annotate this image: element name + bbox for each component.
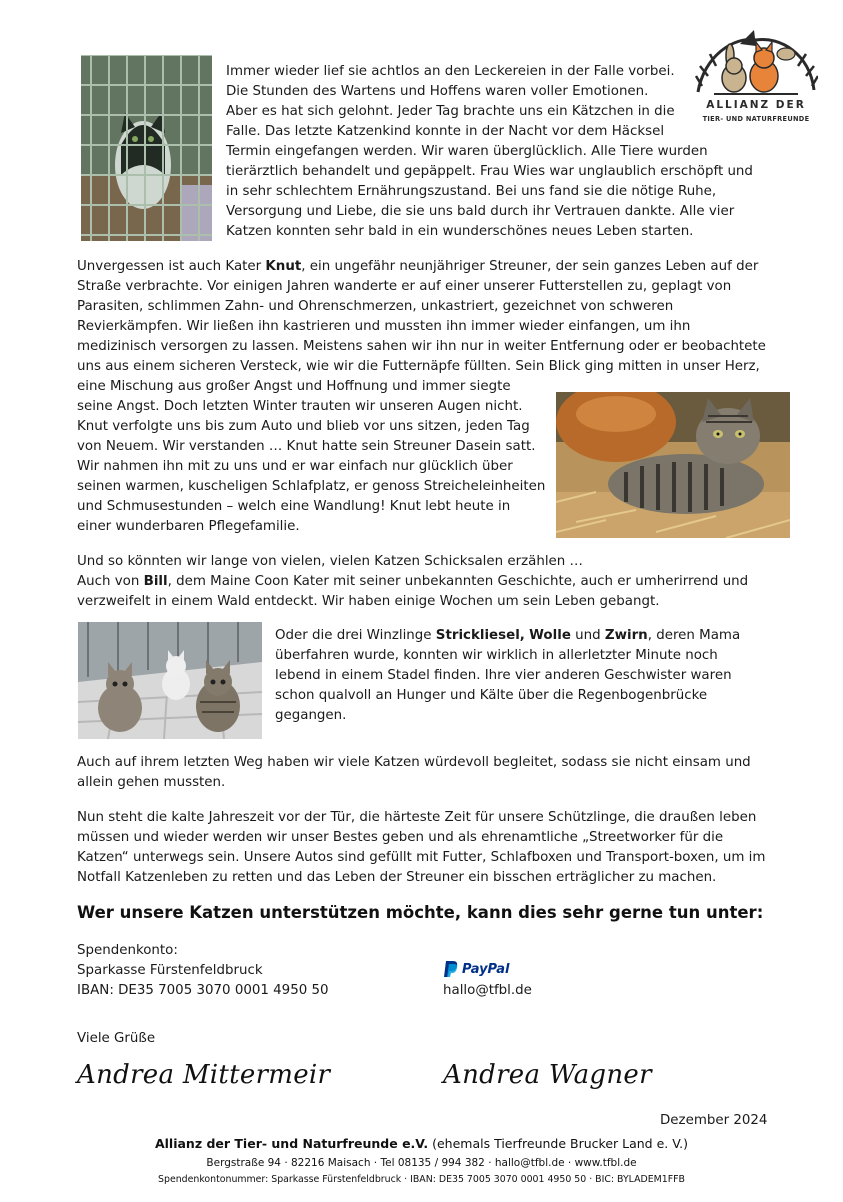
bank-label: Spendenkonto:	[77, 943, 178, 958]
kitten-name-wolle: Wolle	[529, 628, 571, 643]
paypal-icon	[443, 960, 459, 978]
intro-line: Versorgung und Liebe, die sie uns bald durch ihr Vertrauen dankte. Alle vier	[226, 204, 735, 219]
letter-date: Dezember 2024	[660, 1113, 768, 1128]
kittens-line: Oder die drei Winzlinge Strickliesel, Wolle und Zwirn, deren Mama	[275, 628, 741, 643]
winter-line: müssen und wieder werden wir unser Bestes geben und als ehrenamtliche „Streetworker für die	[77, 830, 724, 845]
kittens-line: schon qualvoll an Hunger und Kälte über die Regenbogenbrücke	[275, 688, 708, 703]
intro-line: Katzen konnten sehr bald in ein wunderschönes neues Leben starten.	[226, 224, 694, 239]
knut-line: Straße verbrachte. Vor einigen Jahren wanderte er auf einer unserer Futterstellen zu, geplagt von	[77, 279, 732, 294]
bill-line: Und so könnten wir lange von vielen, vielen Katzen Schicksalen erzählen …	[77, 554, 583, 569]
footer-org-line	[0, 1136, 843, 1151]
kittens-line: überfahren wurde, konnten wir wirklich in allerletzter Minute noch	[275, 648, 718, 663]
last-way-line: Auch auf ihrem letzten Weg haben wir viele Katzen würdevoll begleitet, sodass sie nicht einsam und	[77, 755, 751, 770]
animals-logo-icon	[694, 26, 818, 100]
logo-subtitle: TIER- UND NATURFREUNDE	[702, 115, 810, 123]
winter-line: Nun steht die kalte Jahreszeit vor der Tür, die härteste Zeit für unsere Schützlinge, die draußen leben	[77, 810, 757, 825]
greeting: Viele Grüße	[77, 1031, 156, 1046]
kitten-in-trap-photo	[81, 55, 212, 241]
knut-line: Unvergessen ist auch Kater Knut, ein ungefähr neunjähriger Streuner, der sein ganzes Leben auf der	[77, 259, 759, 274]
intro-line: Die Stunden des Wartens und Hoffens waren voller Emotionen.	[226, 84, 649, 99]
knut-line: Knut verfolgte uns bis zum Auto und blieb vor uns sitzen, jeden Tag	[77, 419, 530, 434]
signature-wagner: Andrea Wagner	[443, 1060, 652, 1090]
kittens-line: lebend in einem Stadel finden. Ihre vier anderen Geschwister waren	[275, 668, 732, 683]
org-logo	[694, 26, 818, 132]
knut-line: Revierkämpfen. Wir ließen ihn kastrieren und mussten ihn immer wieder einfangen, um ihn	[77, 319, 691, 334]
bill-line: Auch von Bill, dem Maine Coon Kater mit seiner unbekannten Geschichte, auch er umherirrend und	[77, 574, 749, 589]
bank-iban: IBAN: DE35 7005 3070 0001 4950 50	[77, 983, 329, 998]
footer-org-former: (ehemals Tierfreunde Brucker Land e. V.)	[428, 1136, 689, 1151]
footer-org-name: Allianz der Tier- und Naturfreunde e.V.	[154, 1136, 429, 1151]
paypal-brand: PayPal	[462, 961, 510, 977]
kitten-name-strickliesel: Strickliesel,	[435, 628, 525, 643]
bill-name: Bill	[143, 574, 168, 589]
kitten-name-zwirn: Zwirn	[604, 628, 648, 643]
knut-line: eine Mischung aus großer Angst und Hoffnung und immer siegte	[77, 379, 511, 394]
intro-line: Immer wieder lief sie achtlos an den Leckereien in der Falle vorbei.	[226, 64, 675, 79]
knut-line: Wir nahmen ihn mit zu uns und er war einfach nur glücklich über	[77, 459, 513, 474]
knut-line: von Neuem. Wir verstanden … Knut hatte sein Streuner Dasein satt.	[77, 439, 536, 454]
knut-line: einer wunderbaren Pflegefamilie.	[77, 519, 300, 534]
knut-line: medizinisch versorgen zu lassen. Meistens sahen wir ihn nur in weiter Entfernung oder er beobachtete	[77, 339, 766, 354]
intro-line: Termin eingefangen werden. Wir waren überglücklich. Alle Tiere wurden	[226, 144, 708, 159]
footer-account: Spendenkontonummer: Sparkasse Fürstenfeldbruck · IBAN: DE35 7005 3070 0001 4950 50 · BIC: BYLADEM1FFB	[158, 1174, 685, 1185]
bill-line: verzweifelt in einem Wald entdeckt. Wir haben einige Wochen um sein Leben gebangt.	[77, 594, 660, 609]
paypal-logo	[443, 959, 509, 979]
knut-line: seine Angst. Doch letzten Winter trauten wir unseren Augen nicht.	[77, 399, 523, 414]
intro-line: in sehr schlechtem Ernährungszustand. Bei uns fand sie die nötige Ruhe,	[226, 184, 717, 199]
kittens-line: gegangen.	[275, 708, 347, 723]
paypal-email[interactable]: hallo@tfbl.de	[443, 983, 532, 998]
winter-line: Katzen“ unterwegs sein. Unsere Autos sind gefüllt mit Futter, Schlafboxen und Transport-boxen, um im	[77, 850, 766, 865]
support-heading: Wer unsere Katzen unterstützen möchte, kann dies sehr gerne tun unter:	[77, 903, 764, 922]
bank-name: Sparkasse Fürstenfeldbruck	[77, 963, 263, 978]
last-way-line: allein gehen mussten.	[77, 775, 226, 790]
intro-line: tierärztlich behandelt und gepäppelt. Frau Wies war unglaublich erschöpft und	[226, 164, 753, 179]
knut-line: seinen warmen, kuscheligen Schlafplatz, er genoss Streicheleinheiten	[77, 479, 546, 494]
logo-title: ALLIANZ DER	[706, 99, 806, 111]
intro-line: Falle. Das letzte Katzenkind konnte in der Nacht vor dem Häcksel	[226, 124, 665, 139]
knut-line: uns aus einem sicheren Versteck, wie wir die Futternäpfe füllten. Sein Blick ging mitten in unser Herz,	[77, 359, 760, 374]
signature-mittermeir: Andrea Mittermeir	[77, 1060, 331, 1090]
three-kittens-photo	[78, 622, 262, 739]
knut-line: und Schmusestunden – welch eine Wandlung! Knut lebt heute in	[77, 499, 511, 514]
intro-line: Aber es hat sich gelohnt. Jeder Tag brachte uns ein Kätzchen in die	[226, 104, 675, 119]
knut-line: Parasiten, schlimmen Zahn- und Ohrenschmerzen, unkastriert, gezeichnet von schweren	[77, 299, 674, 314]
knut-photo	[556, 392, 790, 538]
footer-address: Bergstraße 94 · 82216 Maisach · Tel 08135 / 994 382 · hallo@tfbl.de · www.tfbl.de	[206, 1157, 637, 1169]
winter-line: Notfall Katzenleben zu retten und das Leben der Streuner ein bisschen erträglicher zu machen.	[77, 870, 717, 885]
knut-name: Knut	[265, 259, 302, 274]
